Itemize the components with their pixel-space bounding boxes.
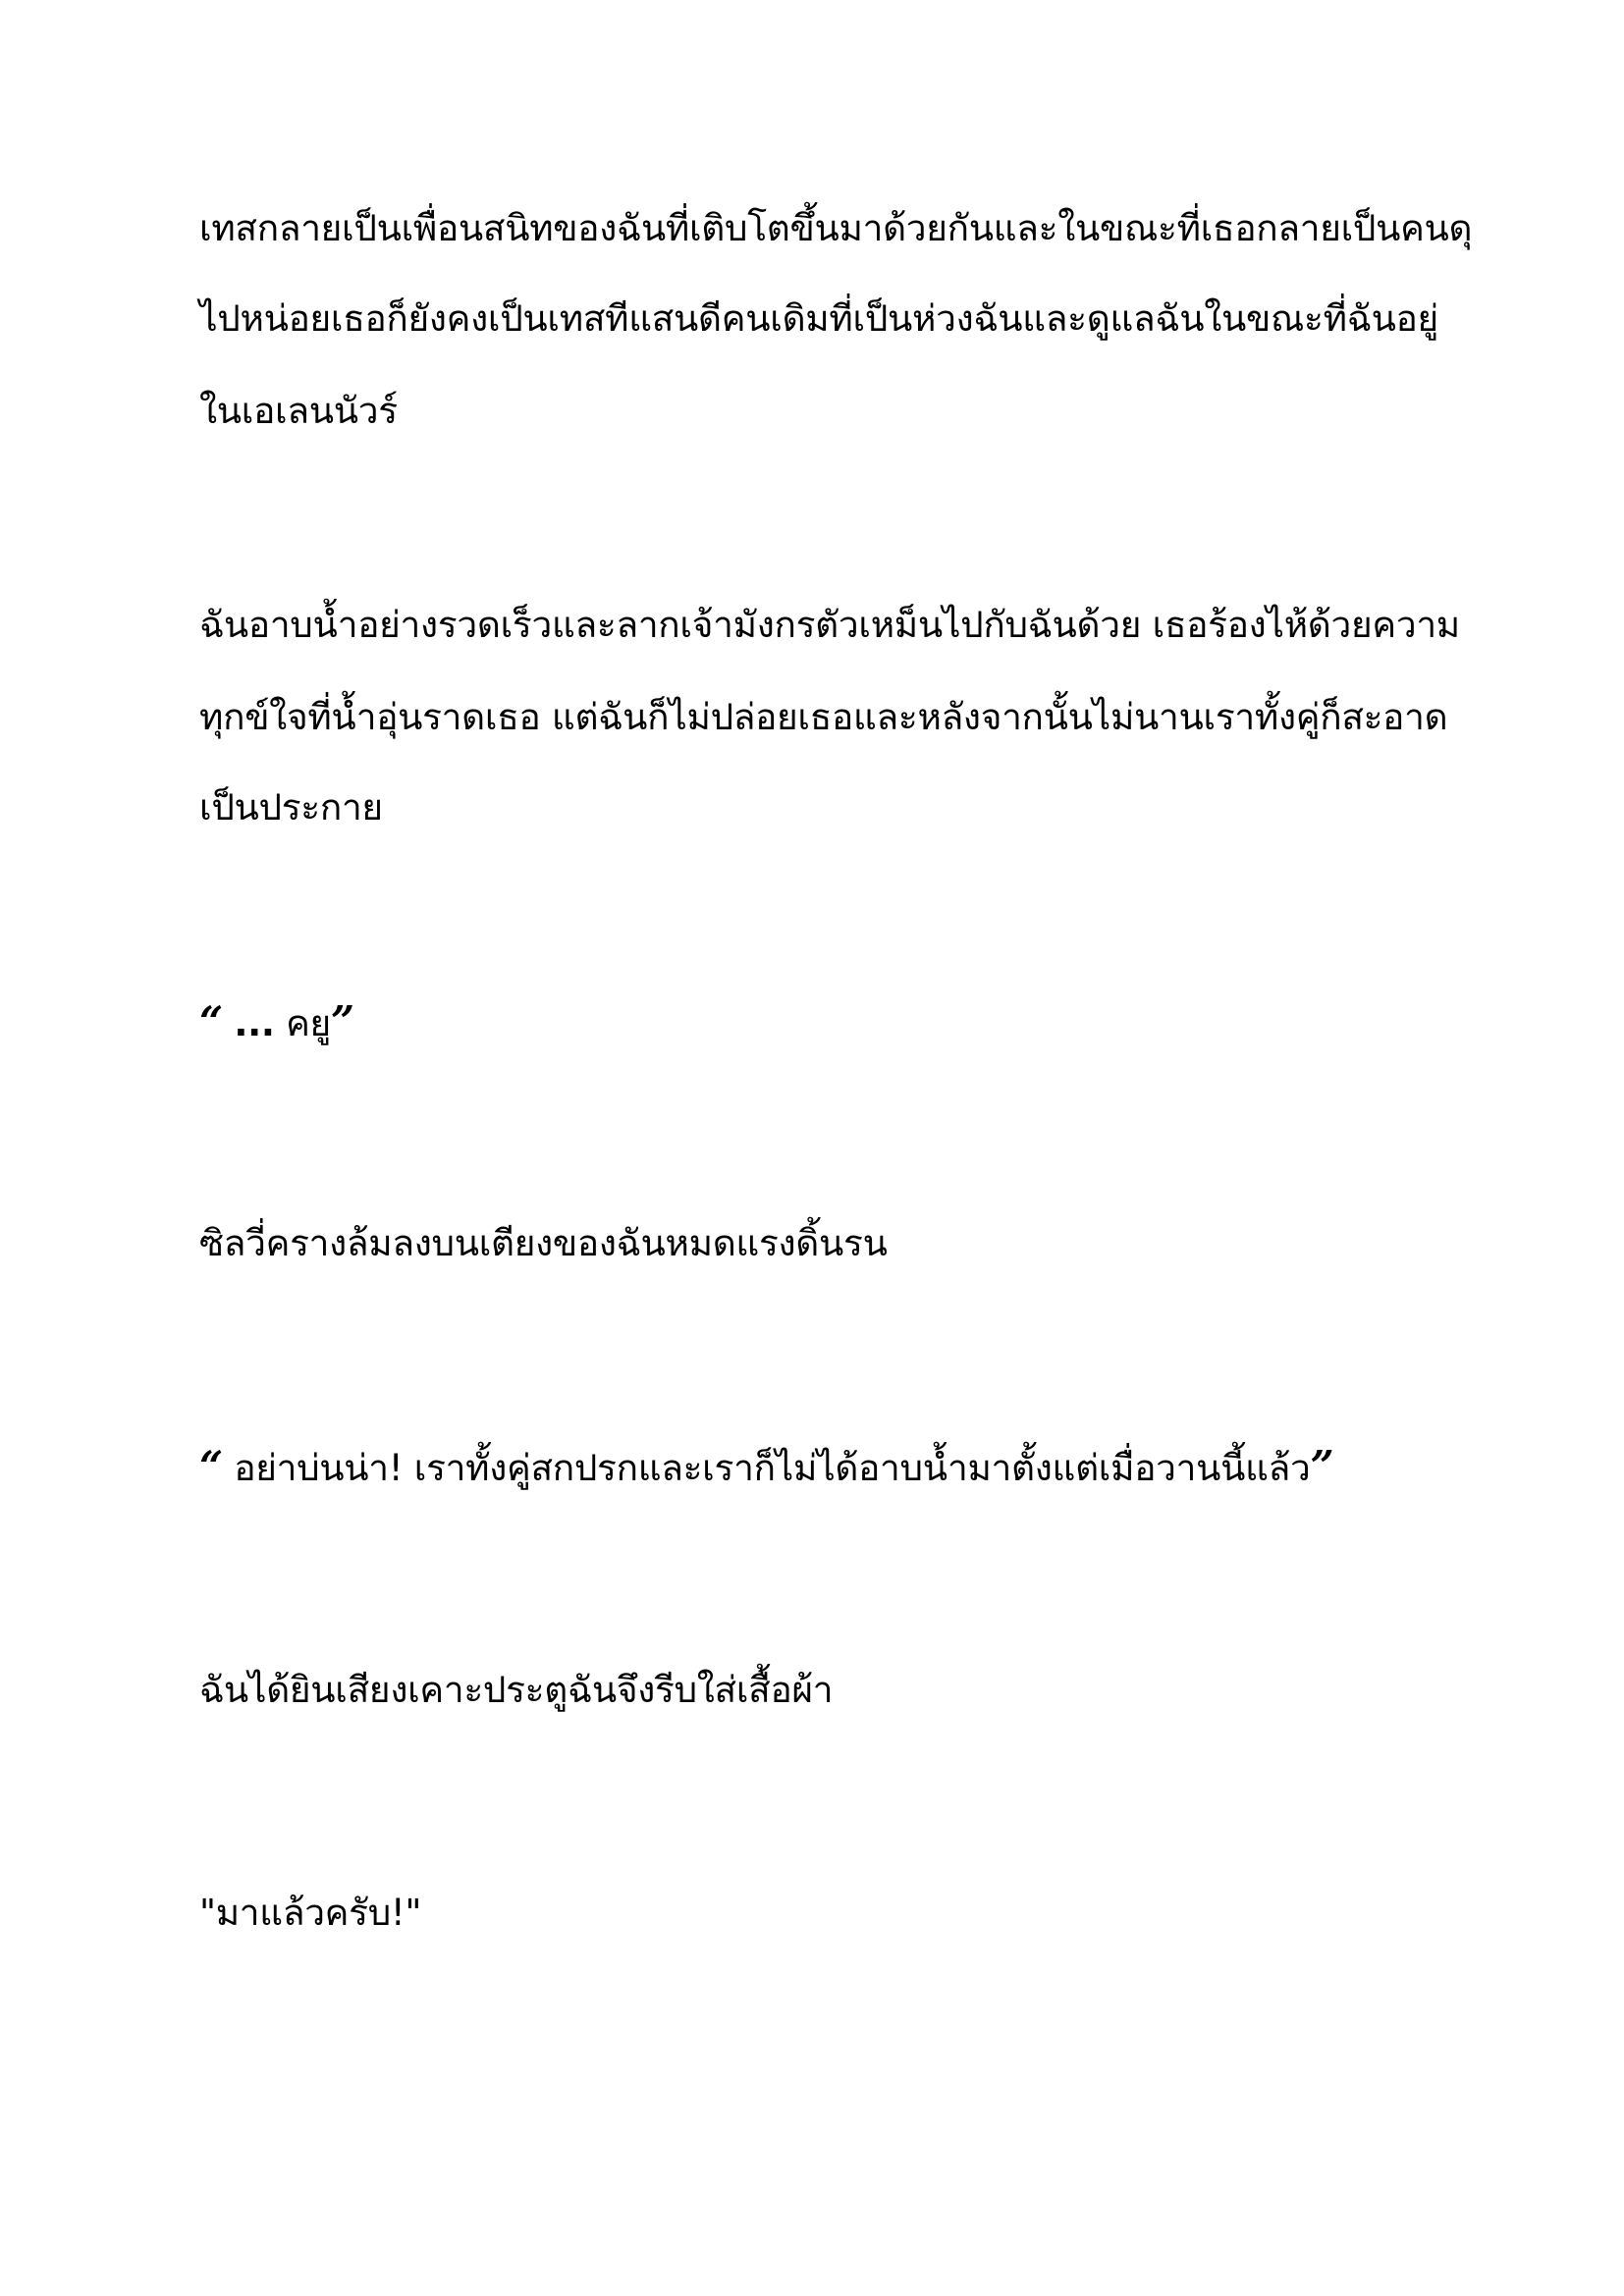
paragraph4-line1: ฉันได้ยินเสียงเคาะประตูฉันจึงรีบใส่เสื้อผ้า — [199, 1669, 834, 1711]
paragraph1-line3: ในเอเลนนัวร์ — [199, 390, 398, 432]
paragraph1-line2: ไปหน่อยเธอก็ยังคงเป็นเทสทีแสนดีคนเดิมที่เป็นห่วงฉันและดูแลฉันในขณะที่ฉันอยู่ — [199, 297, 1438, 340]
dialogue2-text: อย่าบ่นน่า! เราทั้งคู่สกปรกและเราก็ไม่ได้อาบน้ำมาตั้งแต่เมื่อวานนี้แล้ว — [222, 1447, 1311, 1489]
dialogue2 — [199, 1442, 1333, 1493]
close-quote-mark: ” — [330, 997, 354, 1045]
open-quote-mark: “ — [199, 1442, 223, 1490]
dialogue3: "มาแล้วครับ!" — [199, 1892, 422, 1934]
dialogue1-text: คยู — [274, 1002, 331, 1044]
paragraph2-line2: ทุกข์ใจที่น้ำอุ่นราดเธอ แต่ฉันก็ไม่ปล่อยเธอและหลังจากนั้นไม่นานเราทั้งคู่ก็สะอาด — [199, 696, 1448, 738]
paragraph2-line3: เป็นประกาย — [199, 786, 383, 828]
paragraph3-line1: ซิลวี่ครางล้มลงบนเตียงของฉันหมดแรงดิ้นรน — [199, 1222, 888, 1264]
paragraph1-line1: เทสกลายเป็นเพื่อนสนิทของฉันที่เติบโตขึ้นมาด้วยกันและในขณะที่เธอกลายเป็นคนดุ — [199, 207, 1473, 249]
dialogue1 — [199, 997, 354, 1048]
paragraph2-line1: ฉันอาบน้ำอย่างรวดเร็วและลากเจ้ามังกรตัวเหม็นไปกับฉันด้วย เธอร้องไห้ด้วยความ — [199, 604, 1460, 646]
ellipsis: ... — [234, 1002, 275, 1044]
close-quote-mark: ” — [1310, 1442, 1334, 1490]
open-quote-mark: “ — [199, 997, 223, 1045]
